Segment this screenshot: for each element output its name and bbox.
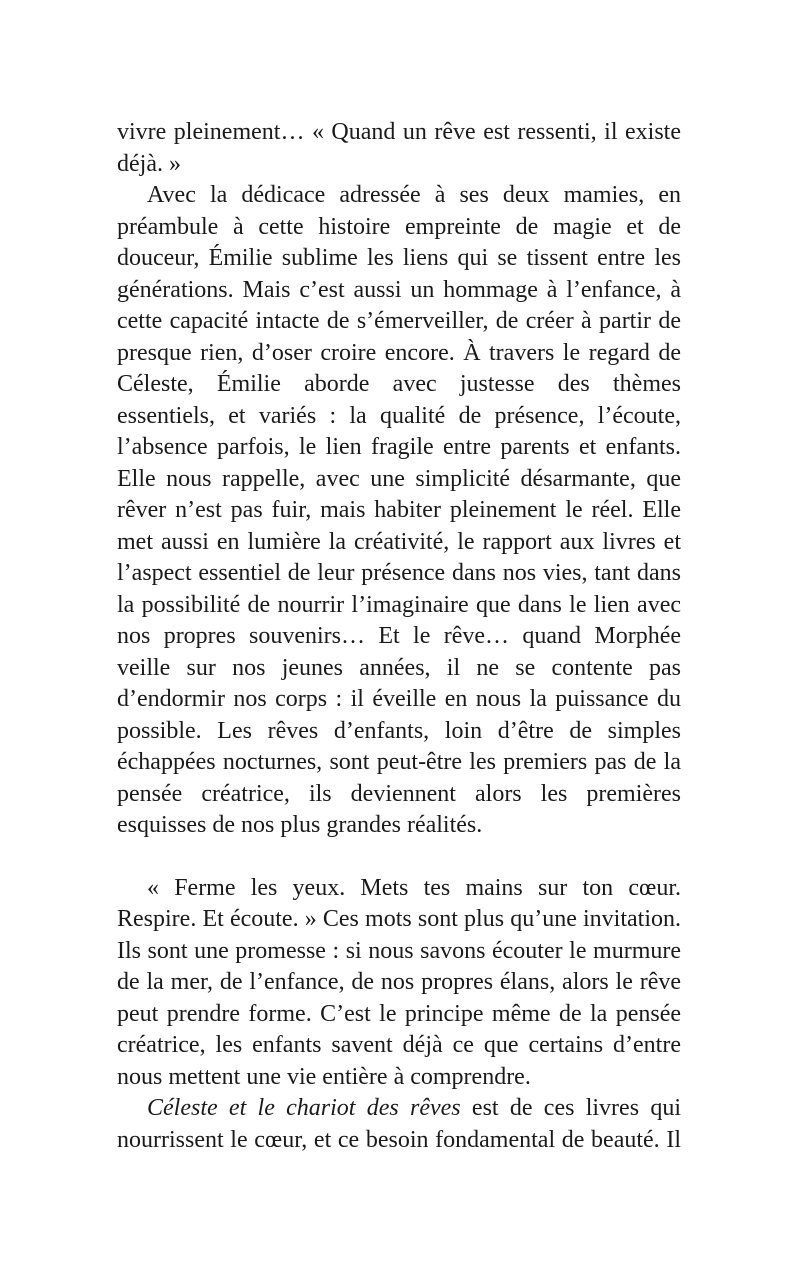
paragraph-book-title bbox=[117, 1093, 681, 1156]
paragraph-text: « Ferme les yeux. Mets tes mains sur ton cœur. Respire. Et écoute. » Ces mots sont plus qu’une invitation. Ils sont une promesse : si nous savons écouter le murmure de la mer, de l’enfance, de nos propres élans, alors le rêve peut prendre forme. C’est le principe même de la pensée créatrice, les enfants savent déjà ce que certains d’entre nous mettent une vie entière à comprendre. bbox=[117, 874, 681, 1090]
paragraph-text: vivre pleinement… « Quand un rêve est ressenti, il existe déjà. » bbox=[117, 119, 681, 177]
book-title: Céleste et le chariot des rêves bbox=[147, 1095, 461, 1121]
paragraph-dedication bbox=[117, 180, 681, 842]
paragraph-text: Avec la dédicace adressée à ses deux mamies, en préambule à cette histoire empreinte de magie et de douceur, Émilie sublime les liens qui se tissent entre les générations. Mais c’est aussi un hommage à l’enfance, à cette capacité intacte de s’émerveiller, de créer à partir de presque rien, d’oser croire encore. À travers le regard de Céleste, Émilie aborde avec justesse des thèmes essentiels, et variés : la qualité de présence, l’écoute, l’absence parfois, le lien fragile entre parents et enfants. Elle nous rappelle, avec une simplicité désarmante, que rêver n’est pas fuir, mais habiter pleinement le réel. Elle met aussi en lumière la créativité, le rapport aux livres et l’aspect essentiel de leur présence dans nos vies, tant dans la possibilité de nourrir l’imaginaire que dans le lien avec nos propres souvenirs… Et le rêve… quand Morphée veille sur nos jeunes années, il ne se contente pas d’endormir nos corps : il éveille en nous la puissance du possible. Les rêves d’enfants, loin d’être de simples échappées nocturnes, sont peut-être les premiers pas de la pensée créatrice, ils deviennent alors les premières esquisses de nos plus grandes réalités. bbox=[117, 182, 681, 838]
paragraph-continuation bbox=[117, 117, 681, 180]
paragraph-quote bbox=[117, 873, 681, 1094]
paragraph-text: est de ces livres qui nourrissent le cœur, et ce besoin fondamental de beauté. Il bbox=[117, 1095, 681, 1153]
body-text bbox=[117, 117, 681, 1156]
